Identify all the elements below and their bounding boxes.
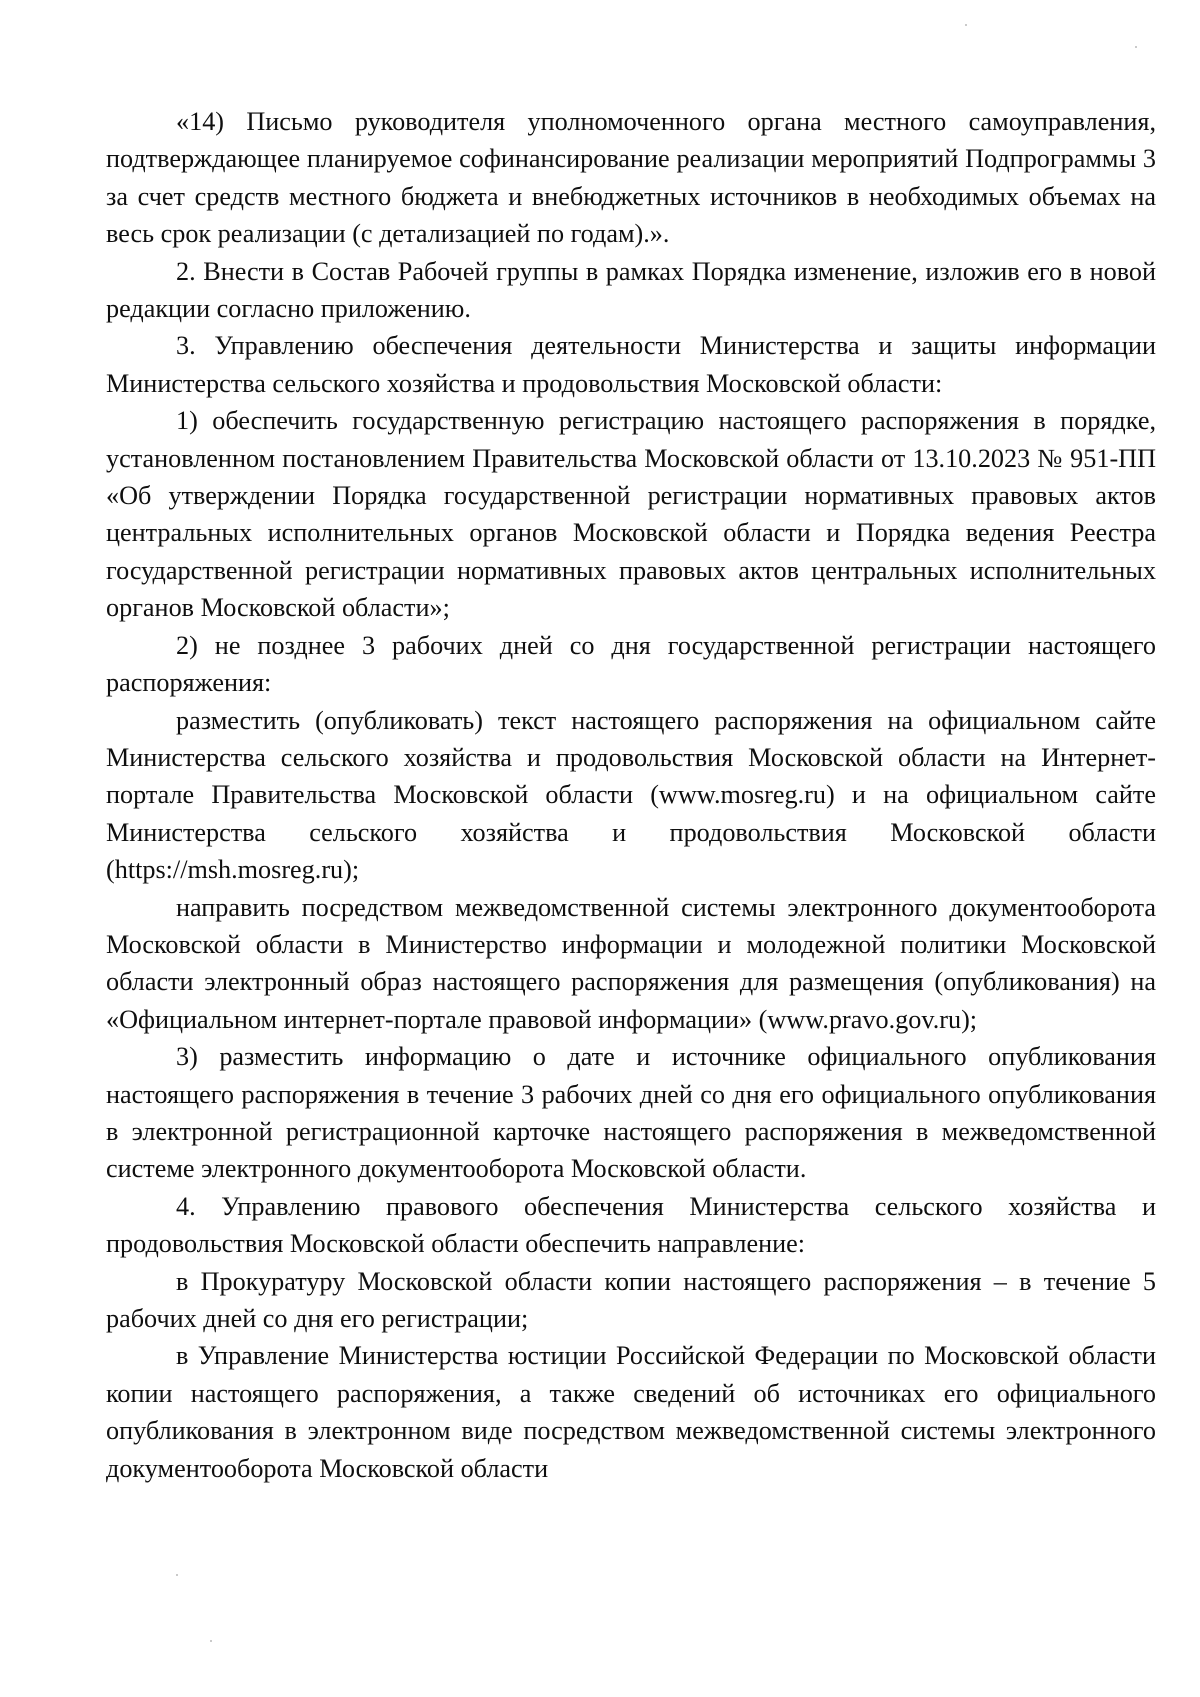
scan-speck — [210, 1640, 212, 1642]
document-body — [106, 103, 1156, 1487]
paragraph-clause-2: 2. Внести в Состав Рабочей группы в рамках Порядка изменение, изложив его в новой редакции согласно приложению. — [106, 256, 1156, 324]
paragraph-subclause-3-2: 2) не позднее 3 рабочих дней со дня государственной регистрации настоящего распоряжения: — [106, 630, 1156, 698]
paragraph-subclause-3-1: 1) обеспечить государственную регистрацию настоящего распоряжения в порядке, установленном постановлением Правительства Московской области от 13.10.2023 № 951-ПП «Об утверждении Порядка государственной регистрации нормативных правовых актов центральных исполнительных органов Московской области и Порядка ведения Реестра государственной регистрации нормативных правовых актов центральных исполнительных органов Московской области»; — [106, 406, 1156, 623]
paragraph-send-portal: направить посредством межведомственной системы электронного документооборота Московской области в Министерство информации и молодежной политики Московской области электронный образ настоящего распоряжения для размещения (опубликования) на «Официальном интернет-портале правовой информации» (www.pravo.gov.ru); — [106, 892, 1156, 1034]
paragraph-publish-site: разместить (опубликовать) текст настоящего распоряжения на официальном сайте Министерства сельского хозяйства и продовольствия Московской области на Интернет-портале Правительства Московской области (www.mosreg.ru) и на официальном сайте Министерства сельского хозяйства и продовольствия Московской области (https://msh.mosreg.ru); — [106, 705, 1156, 885]
scan-speck — [965, 24, 967, 26]
paragraph-justice-ministry: в Управление Министерства юстиции Российской Федерации по Московской области копии настоящего распоряжения, а также сведений об источниках его официального опубликования в электронном виде посредством межведомственной системы электронного документооборота Московской области — [106, 1341, 1156, 1483]
paragraph-prosecutor: в Прокуратуру Московской области копии настоящего распоряжения – в течение 5 рабочих дней со дня его регистрации; — [106, 1266, 1156, 1333]
scan-speck — [1135, 46, 1137, 48]
paragraph-clause-4: 4. Управлению правового обеспечения Министерства сельского хозяйства и продовольствия Московской области обеспечить направление: — [106, 1191, 1156, 1259]
scan-speck — [176, 1574, 178, 1576]
paragraph-subclause-3-3: 3) разместить информацию о дате и источнике официального опубликования настоящего распоряжения в течение 3 рабочих дней со дня его официального опубликования в электронной регистрационной карточке настоящего распоряжения в межведомственной системе электронного документооборота Московской области. — [106, 1042, 1156, 1184]
paragraph-clause-3: 3. Управлению обеспечения деятельности Министерства и защиты информации Министерства сельского хозяйства и продовольствия Московской области: — [106, 331, 1156, 398]
paragraph-item-14: «14) Письмо руководителя уполномоченного органа местного самоуправления, подтверждающее планируемое софинансирование реализации мероприятий Подпрограммы 3 за счет средств местного бюджета и внебюджетных источников в необходимых объемах на весь срок реализации (с детализацией по годам).». — [106, 107, 1156, 249]
